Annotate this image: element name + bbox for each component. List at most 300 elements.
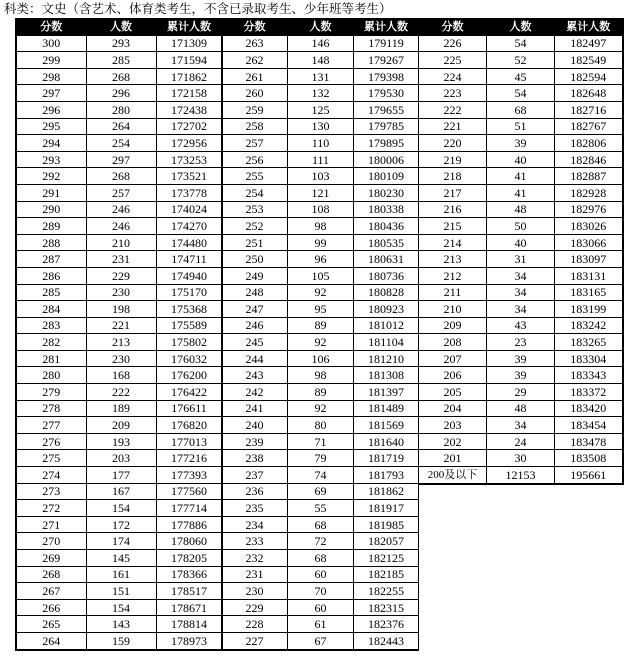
score-cell: 270	[16, 533, 86, 550]
cumulative-cell: 178060	[156, 533, 222, 550]
count-cell: 268	[86, 68, 156, 85]
cumulative-cell: 173778	[156, 184, 222, 201]
count-cell: 51	[487, 118, 555, 135]
count-cell: 40	[487, 234, 555, 251]
score-cell: 298	[16, 68, 86, 85]
cumulative-cell: 183304	[555, 350, 623, 367]
count-cell: 254	[86, 135, 156, 152]
cumulative-cell: 182648	[555, 85, 623, 102]
score-cell: 230	[222, 583, 288, 600]
table-row	[222, 417, 419, 434]
table-row	[16, 616, 222, 633]
count-cell: 297	[86, 151, 156, 168]
table-row	[222, 234, 419, 251]
count-cell: 92	[288, 284, 354, 301]
score-cell: 248	[222, 284, 288, 301]
score-cell: 280	[16, 367, 86, 384]
count-cell: 105	[288, 267, 354, 284]
cumulative-cell: 176200	[156, 367, 222, 384]
cumulative-cell: 178814	[156, 616, 222, 633]
table-row	[222, 317, 419, 334]
count-cell: 30	[487, 450, 555, 467]
score-cell: 277	[16, 417, 86, 434]
cumulative-cell: 177393	[156, 467, 222, 484]
score-cell: 276	[16, 433, 86, 450]
score-cell: 281	[16, 350, 86, 367]
score-cell: 217	[419, 184, 487, 201]
table-row	[16, 599, 222, 616]
count-cell: 48	[487, 201, 555, 218]
cumulative-cell: 182443	[354, 632, 419, 649]
cumulative-cell: 180923	[354, 301, 419, 318]
count-cell: 60	[288, 599, 354, 616]
count-cell: 45	[487, 68, 555, 85]
score-cell: 262	[222, 52, 288, 69]
count-cell: 41	[487, 184, 555, 201]
table-row	[419, 467, 623, 484]
count-cell: 189	[86, 400, 156, 417]
table-row	[222, 184, 419, 201]
score-cell: 282	[16, 334, 86, 351]
table-row	[16, 350, 222, 367]
cumulative-cell: 180736	[354, 267, 419, 284]
score-cell: 246	[222, 317, 288, 334]
table-row	[222, 52, 419, 69]
count-cell: 34	[487, 284, 555, 301]
count-cell: 23	[487, 334, 555, 351]
score-cell: 266	[16, 599, 86, 616]
count-cell: 67	[288, 632, 354, 649]
score-cell: 202	[419, 433, 487, 450]
cumulative-cell: 177714	[156, 500, 222, 517]
cumulative-cell: 182255	[354, 583, 419, 600]
count-cell: 198	[86, 301, 156, 318]
score-cell: 278	[16, 400, 86, 417]
header-cumulative: 累计人数	[354, 19, 419, 36]
cumulative-cell: 178973	[156, 632, 222, 649]
cumulative-cell: 179119	[354, 35, 419, 52]
table-row	[419, 85, 623, 102]
score-cell: 200及以下	[419, 467, 487, 484]
score-cell: 216	[419, 201, 487, 218]
score-cell: 293	[16, 151, 86, 168]
count-cell: 50	[487, 218, 555, 235]
score-cell: 228	[222, 616, 288, 633]
table-row	[222, 334, 419, 351]
table-row	[419, 433, 623, 450]
count-cell: 89	[288, 317, 354, 334]
score-cell: 258	[222, 118, 288, 135]
count-cell: 108	[288, 201, 354, 218]
count-cell: 40	[487, 151, 555, 168]
score-cell: 215	[419, 218, 487, 235]
table-row	[222, 550, 419, 567]
table-row	[16, 583, 222, 600]
score-cell: 268	[16, 566, 86, 583]
cumulative-cell: 178205	[156, 550, 222, 567]
table-row	[222, 367, 419, 384]
cumulative-cell: 180535	[354, 234, 419, 251]
header-count: 人数	[288, 19, 354, 36]
score-cell: 239	[222, 433, 288, 450]
score-cell: 273	[16, 483, 86, 500]
cumulative-cell: 181210	[354, 350, 419, 367]
table-row	[16, 35, 222, 52]
cumulative-cell: 183265	[555, 334, 623, 351]
score-cell: 245	[222, 334, 288, 351]
count-cell: 172	[86, 516, 156, 533]
count-cell: 229	[86, 267, 156, 284]
score-cell: 257	[222, 135, 288, 152]
score-cell: 253	[222, 201, 288, 218]
count-cell: 146	[288, 35, 354, 52]
cumulative-cell: 182767	[555, 118, 623, 135]
count-cell: 131	[288, 68, 354, 85]
score-cell: 279	[16, 384, 86, 401]
count-cell: 106	[288, 350, 354, 367]
table-row	[222, 516, 419, 533]
score-cell: 242	[222, 384, 288, 401]
cumulative-cell: 183066	[555, 234, 623, 251]
score-cell: 249	[222, 267, 288, 284]
table-row	[16, 85, 222, 102]
count-cell: 54	[487, 85, 555, 102]
count-cell: 98	[288, 367, 354, 384]
score-cell: 274	[16, 467, 86, 484]
cumulative-cell: 181104	[354, 334, 419, 351]
table-row	[222, 201, 419, 218]
header-score: 分数	[419, 19, 487, 36]
table-row	[419, 251, 623, 268]
count-cell: 203	[86, 450, 156, 467]
cumulative-cell: 182887	[555, 168, 623, 185]
cumulative-cell: 182376	[354, 616, 419, 633]
count-cell: 132	[288, 85, 354, 102]
score-cell: 250	[222, 251, 288, 268]
cumulative-cell: 177560	[156, 483, 222, 500]
table-row	[222, 583, 419, 600]
count-cell: 12153	[487, 467, 555, 484]
table-row	[16, 550, 222, 567]
cumulative-cell: 183165	[555, 284, 623, 301]
count-cell: 130	[288, 118, 354, 135]
table-row	[222, 467, 419, 484]
cumulative-cell: 181862	[354, 483, 419, 500]
count-cell: 96	[288, 251, 354, 268]
count-cell: 174	[86, 533, 156, 550]
score-cell: 213	[419, 251, 487, 268]
table-row	[16, 267, 222, 284]
table-row	[419, 52, 623, 69]
score-cell: 251	[222, 234, 288, 251]
table-row	[222, 68, 419, 85]
count-cell: 72	[288, 533, 354, 550]
score-cell: 233	[222, 533, 288, 550]
cumulative-cell: 172438	[156, 101, 222, 118]
count-cell: 167	[86, 483, 156, 500]
table-row	[222, 566, 419, 583]
table-row	[16, 234, 222, 251]
cumulative-cell: 181985	[354, 516, 419, 533]
header-score: 分数	[16, 19, 86, 36]
cumulative-cell: 182185	[354, 566, 419, 583]
score-cell: 232	[222, 550, 288, 567]
table-row	[222, 450, 419, 467]
count-cell: 95	[288, 301, 354, 318]
count-cell: 98	[288, 218, 354, 235]
count-cell: 231	[86, 251, 156, 268]
count-cell: 92	[288, 400, 354, 417]
score-table-1	[15, 18, 223, 651]
table-row	[222, 350, 419, 367]
score-cell: 206	[419, 367, 487, 384]
count-cell: 154	[86, 500, 156, 517]
count-cell: 111	[288, 151, 354, 168]
score-cell: 229	[222, 599, 288, 616]
count-cell: 230	[86, 284, 156, 301]
cumulative-cell: 171862	[156, 68, 222, 85]
cumulative-cell: 171594	[156, 52, 222, 69]
cumulative-cell: 182497	[555, 35, 623, 52]
table-row	[419, 101, 623, 118]
cumulative-cell: 182928	[555, 184, 623, 201]
count-cell: 29	[487, 384, 555, 401]
score-cell: 288	[16, 234, 86, 251]
score-cell: 231	[222, 566, 288, 583]
cumulative-cell: 174024	[156, 201, 222, 218]
count-cell: 41	[487, 168, 555, 185]
cumulative-cell: 175368	[156, 301, 222, 318]
score-cell: 224	[419, 68, 487, 85]
cumulative-cell: 181308	[354, 367, 419, 384]
count-cell: 148	[288, 52, 354, 69]
score-cell: 237	[222, 467, 288, 484]
table-row	[16, 101, 222, 118]
cumulative-cell: 181397	[354, 384, 419, 401]
score-cell: 265	[16, 616, 86, 633]
score-cell: 226	[419, 35, 487, 52]
score-cell: 254	[222, 184, 288, 201]
table-row	[16, 533, 222, 550]
score-cell: 289	[16, 218, 86, 235]
count-cell: 68	[487, 101, 555, 118]
table-row	[222, 267, 419, 284]
cumulative-cell: 180109	[354, 168, 419, 185]
cumulative-cell: 175170	[156, 284, 222, 301]
count-cell: 103	[288, 168, 354, 185]
table-row	[419, 218, 623, 235]
score-cell: 283	[16, 317, 86, 334]
table-row	[419, 118, 623, 135]
score-cell: 243	[222, 367, 288, 384]
score-cell: 261	[222, 68, 288, 85]
cumulative-cell: 179785	[354, 118, 419, 135]
cumulative-cell: 183199	[555, 301, 623, 318]
score-cell: 294	[16, 135, 86, 152]
cumulative-cell: 179398	[354, 68, 419, 85]
cumulative-cell: 183026	[555, 218, 623, 235]
count-cell: 34	[487, 267, 555, 284]
score-cell: 241	[222, 400, 288, 417]
cumulative-cell: 181793	[354, 467, 419, 484]
cumulative-cell: 182846	[555, 151, 623, 168]
cumulative-cell: 173521	[156, 168, 222, 185]
count-cell: 168	[86, 367, 156, 384]
cumulative-cell: 179530	[354, 85, 419, 102]
table-row	[222, 151, 419, 168]
table-row	[16, 301, 222, 318]
table-row	[222, 632, 419, 649]
cumulative-cell: 195661	[555, 467, 623, 484]
score-cell: 204	[419, 400, 487, 417]
cumulative-cell: 183454	[555, 417, 623, 434]
table-row	[419, 135, 623, 152]
count-cell: 268	[86, 168, 156, 185]
score-cell: 291	[16, 184, 86, 201]
count-cell: 99	[288, 234, 354, 251]
table-row	[222, 616, 419, 633]
count-cell: 154	[86, 599, 156, 616]
score-cell: 263	[222, 35, 288, 52]
table-row	[16, 334, 222, 351]
score-table-2	[221, 18, 419, 651]
table-row	[16, 218, 222, 235]
table-row	[419, 334, 623, 351]
header-row	[419, 19, 623, 36]
score-cell: 297	[16, 85, 86, 102]
header-cumulative: 累计人数	[156, 19, 222, 36]
score-cell: 225	[419, 52, 487, 69]
count-cell: 285	[86, 52, 156, 69]
count-cell: 293	[86, 35, 156, 52]
score-cell: 234	[222, 516, 288, 533]
count-cell: 68	[288, 550, 354, 567]
table-row	[16, 500, 222, 517]
count-cell: 74	[288, 467, 354, 484]
count-cell: 31	[487, 251, 555, 268]
table-row	[222, 284, 419, 301]
header-row	[16, 19, 222, 36]
cumulative-cell: 183478	[555, 433, 623, 450]
table-row	[419, 68, 623, 85]
cumulative-cell: 180436	[354, 218, 419, 235]
header-row	[222, 19, 419, 36]
header-count: 人数	[86, 19, 156, 36]
count-cell: 55	[288, 500, 354, 517]
score-cell: 201	[419, 450, 487, 467]
table-row	[16, 135, 222, 152]
table-row	[222, 400, 419, 417]
table-row	[222, 483, 419, 500]
count-cell: 48	[487, 400, 555, 417]
table-row	[16, 201, 222, 218]
cumulative-cell: 172702	[156, 118, 222, 135]
score-cell: 227	[222, 632, 288, 649]
score-cell: 286	[16, 267, 86, 284]
score-cell: 252	[222, 218, 288, 235]
cumulative-cell: 182806	[555, 135, 623, 152]
cumulative-cell: 183097	[555, 251, 623, 268]
score-cell: 285	[16, 284, 86, 301]
count-cell: 39	[487, 367, 555, 384]
table-row	[419, 450, 623, 467]
count-cell: 92	[288, 334, 354, 351]
table-row	[16, 68, 222, 85]
count-cell: 161	[86, 566, 156, 583]
cumulative-cell: 183372	[555, 384, 623, 401]
count-cell: 159	[86, 632, 156, 649]
cumulative-cell: 181640	[354, 433, 419, 450]
score-cell: 247	[222, 301, 288, 318]
cumulative-cell: 174940	[156, 267, 222, 284]
table-row	[419, 201, 623, 218]
cumulative-cell: 174270	[156, 218, 222, 235]
count-cell: 43	[487, 317, 555, 334]
table-row	[222, 85, 419, 102]
score-cell: 284	[16, 301, 86, 318]
count-cell: 193	[86, 433, 156, 450]
table-row	[222, 101, 419, 118]
table-row	[222, 168, 419, 185]
score-cell: 219	[419, 151, 487, 168]
cumulative-cell: 179895	[354, 135, 419, 152]
table-row	[16, 384, 222, 401]
table-row	[419, 384, 623, 401]
score-cell: 236	[222, 483, 288, 500]
cumulative-cell: 178671	[156, 599, 222, 616]
cumulative-cell: 178517	[156, 583, 222, 600]
count-cell: 54	[487, 35, 555, 52]
cumulative-cell: 179655	[354, 101, 419, 118]
score-cell: 212	[419, 267, 487, 284]
header-count: 人数	[487, 19, 555, 36]
score-cell: 267	[16, 583, 86, 600]
table-row	[222, 218, 419, 235]
score-cell: 269	[16, 550, 86, 567]
count-cell: 213	[86, 334, 156, 351]
cumulative-cell: 182315	[354, 599, 419, 616]
table-row	[222, 433, 419, 450]
count-cell: 34	[487, 301, 555, 318]
table-row	[222, 384, 419, 401]
score-cell: 209	[419, 317, 487, 334]
cumulative-cell: 183420	[555, 400, 623, 417]
cumulative-cell: 181719	[354, 450, 419, 467]
cumulative-cell: 182057	[354, 533, 419, 550]
table-row	[419, 184, 623, 201]
count-cell: 145	[86, 550, 156, 567]
count-cell: 24	[487, 433, 555, 450]
table-row	[16, 400, 222, 417]
cumulative-cell: 183508	[555, 450, 623, 467]
score-cell: 220	[419, 135, 487, 152]
table-row	[16, 168, 222, 185]
table-row	[222, 35, 419, 52]
score-cell: 300	[16, 35, 86, 52]
cumulative-cell: 181489	[354, 400, 419, 417]
count-cell: 70	[288, 583, 354, 600]
cumulative-cell: 182594	[555, 68, 623, 85]
count-cell: 52	[487, 52, 555, 69]
count-cell: 221	[86, 317, 156, 334]
table-row	[419, 284, 623, 301]
score-cell: 255	[222, 168, 288, 185]
table-row	[222, 251, 419, 268]
header-cumulative: 累计人数	[555, 19, 623, 36]
cumulative-cell: 180006	[354, 151, 419, 168]
score-table-3	[418, 18, 624, 485]
count-cell: 246	[86, 201, 156, 218]
